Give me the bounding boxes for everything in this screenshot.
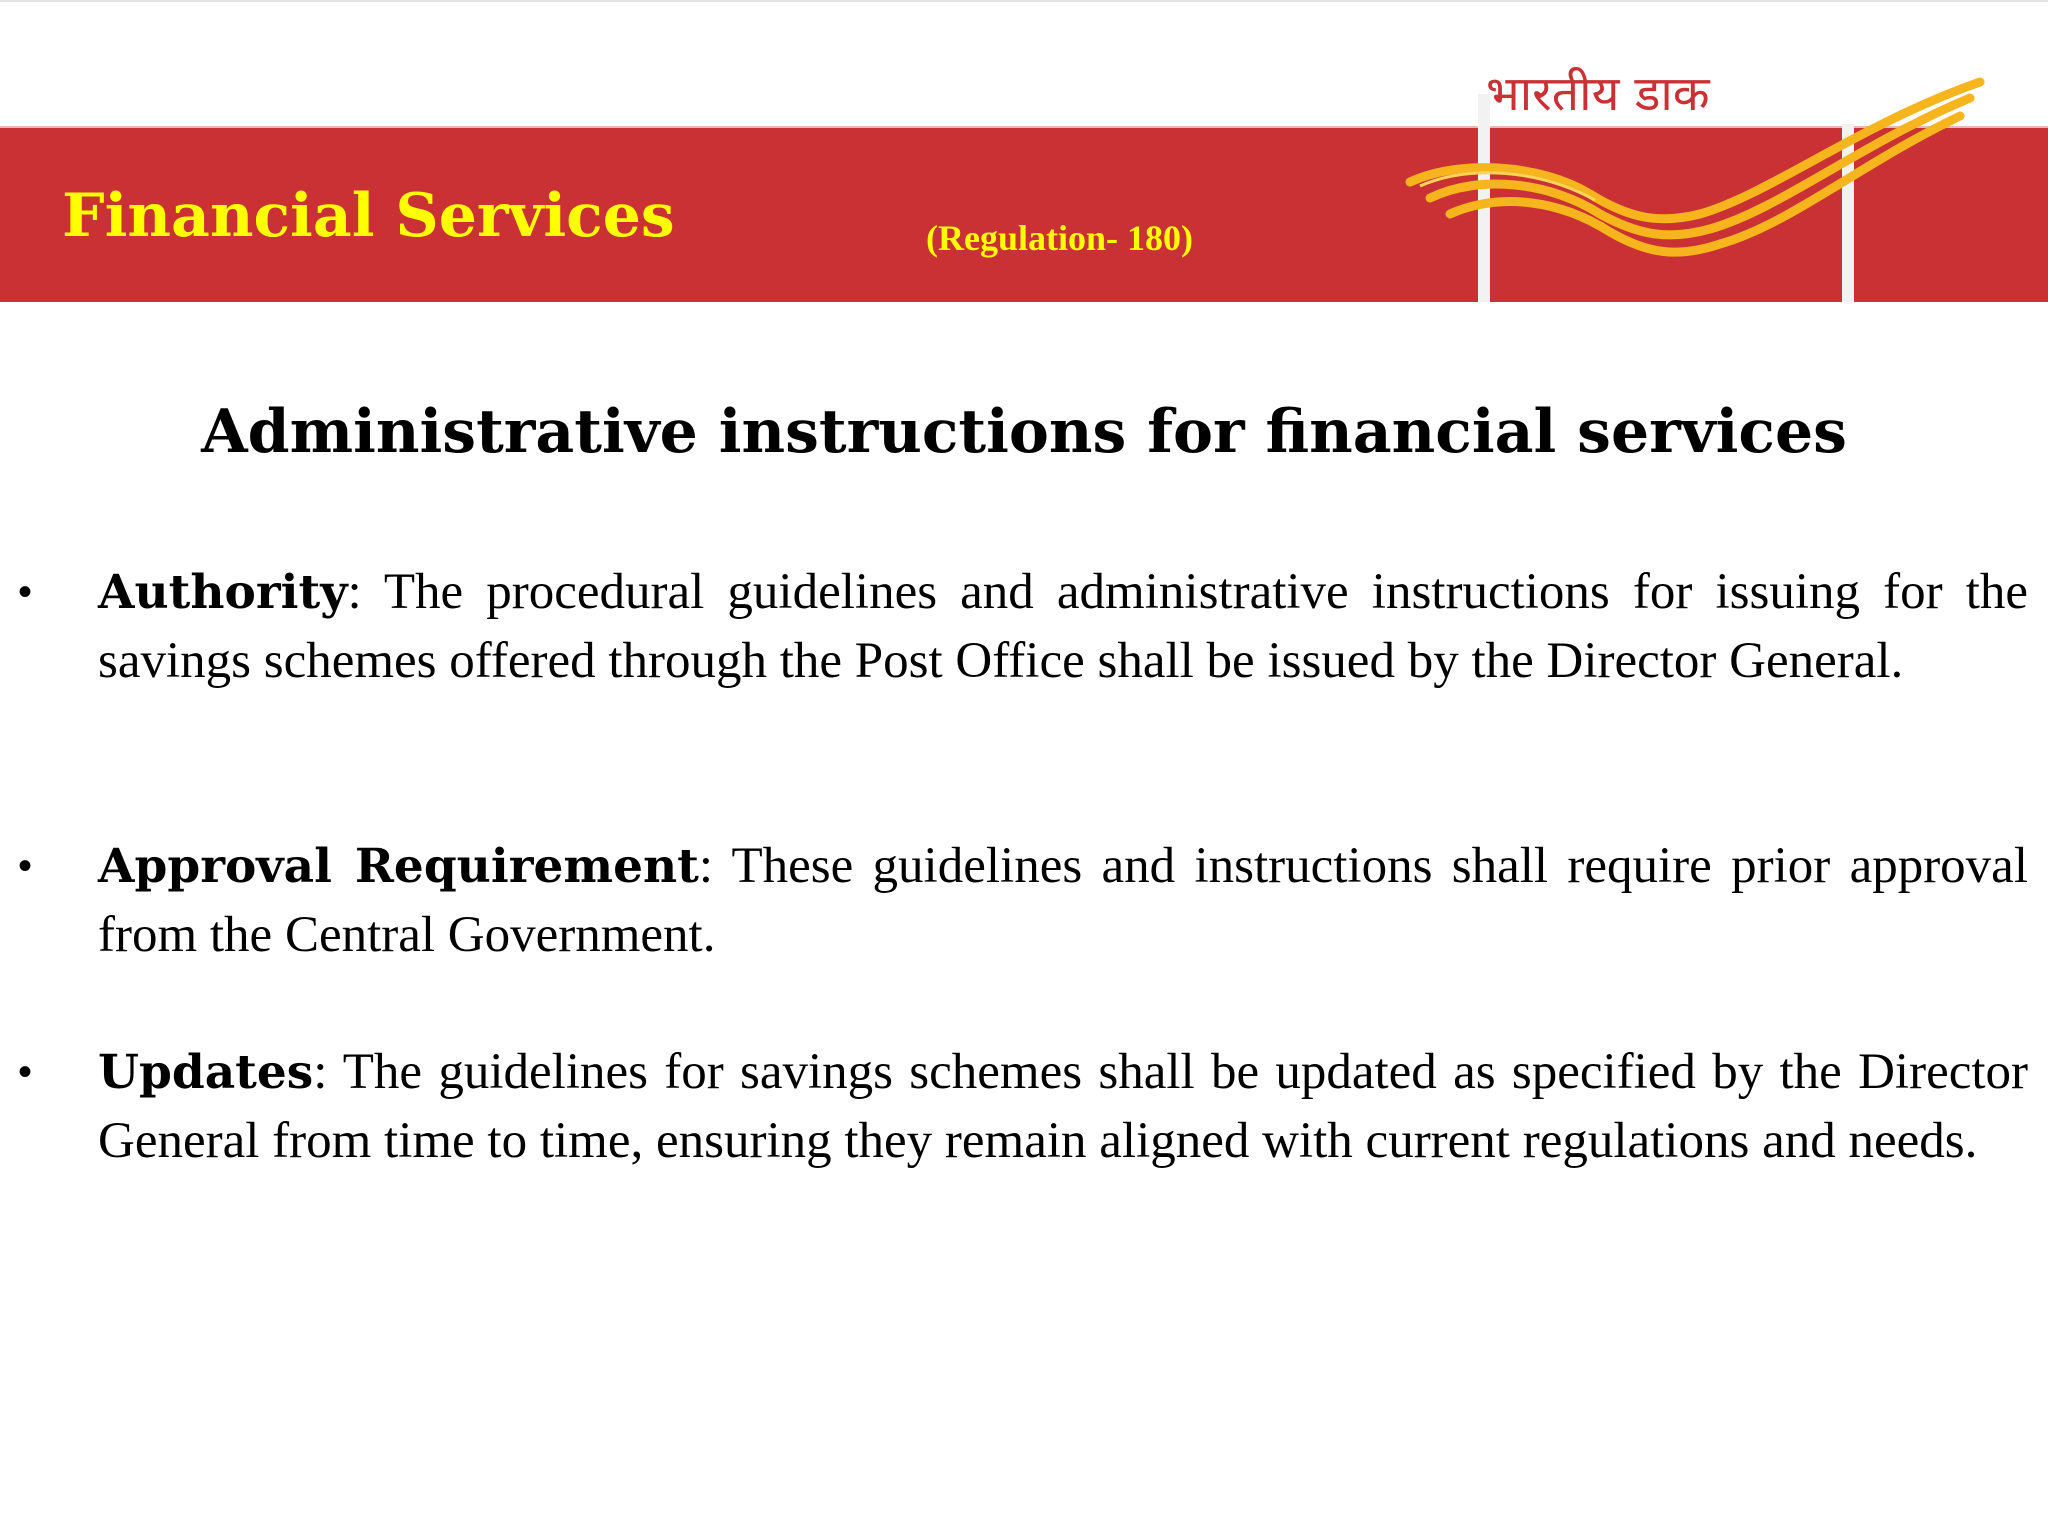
header-title: Financial Services — [62, 181, 675, 251]
bullet-body: The guidelines for savings schemes shall be updated as specified by the Director General from time to time, ensuring they remain aligned with current regulations and needs. — [98, 1044, 2028, 1169]
bullet-dot-icon: • — [18, 844, 33, 888]
bullet-term: Updates — [98, 1045, 314, 1100]
bullet-dot-icon: • — [18, 1050, 33, 1094]
bullet-term: Approval Requirement — [98, 839, 699, 894]
bullet-text — [98, 832, 2028, 969]
bullet-text — [98, 1038, 2028, 1175]
regulation-label: (Regulation- 180) — [926, 218, 1193, 258]
slide-top-border — [0, 0, 2048, 2]
logo-left-pillar — [1478, 94, 1490, 302]
bullet-separator: : — [347, 564, 362, 620]
logo-devanagari-text: भारतीय डाक — [1486, 66, 1710, 122]
bullet-dot-icon: • — [18, 570, 33, 614]
bullet-body: These guidelines and instructions shall require prior approval from the Central Government. — [98, 838, 2028, 963]
bullet-text — [98, 558, 2028, 695]
slide-heading: Administrative instructions for financial services — [201, 397, 1847, 467]
bullet-separator: : — [313, 1044, 328, 1100]
bullet-term: Authority — [98, 565, 348, 620]
bullet-separator: : — [698, 838, 714, 894]
logo-right-pillar — [1842, 124, 1854, 302]
bullet-body: The procedural guidelines and administrative instructions for issuing for the savings schemes offered through the Post Office shall be issued by the Director General. — [98, 564, 2028, 689]
